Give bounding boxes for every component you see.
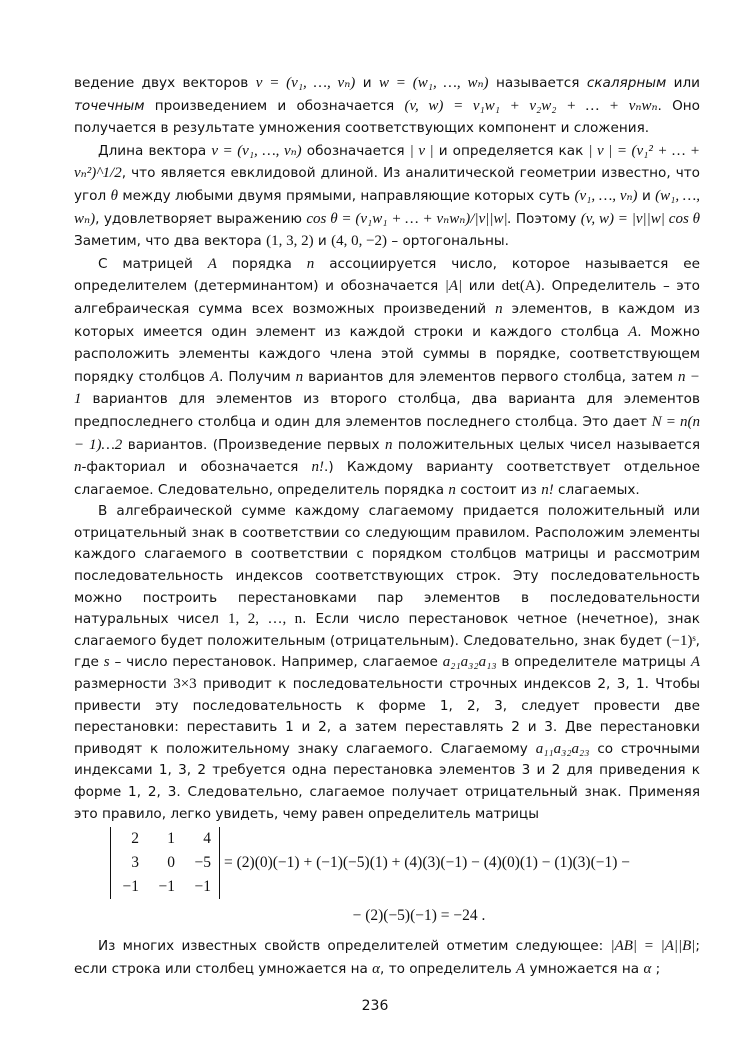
matrix-row — [111, 875, 219, 899]
matrix-cell: −1 — [122, 878, 139, 896]
determinant-equation — [110, 827, 700, 899]
text: Поэтому — [515, 210, 577, 227]
formula: (v, w) = v₁w₁ + v₂w₂ + … + vₙwₙ — [404, 97, 658, 114]
text: , где — [74, 632, 700, 671]
formula: A — [690, 654, 700, 671]
formula: α — [372, 960, 381, 977]
text: называется — [495, 75, 580, 91]
formula: | v | = (v₁² + … + vₙ²)^1/2 — [74, 142, 701, 182]
page-number: 236 — [361, 998, 389, 1014]
formula: α — [643, 960, 652, 977]
text: вариантов. (Произведение первых — [127, 436, 380, 453]
text: и — [362, 75, 372, 91]
text: со строчными индексами 1, 3, 2 требуется одна перестановка элементов 3 и 2 для приведения к форме 1, 2, 3. Следовательно, слагаемое получает отрицательный знак. Применяя это правило, легко увидеть, чему равен определитель матрицы — [74, 740, 701, 822]
formula: n! — [541, 481, 554, 498]
text: или — [673, 75, 700, 91]
formula: n — [295, 368, 304, 385]
matrix-cell: 3 — [131, 854, 139, 872]
matrix-row — [111, 851, 219, 875]
formula: v = (v₁, …, vₙ) — [255, 75, 356, 91]
text: . Можно расположить элементы каждого члена этой суммы в порядке, соответствующем порядку столбцов — [74, 323, 701, 385]
paragraph-vector-length — [74, 140, 700, 253]
formula: (v₁, …, vₙ) — [574, 187, 638, 204]
formula: n — [448, 481, 456, 498]
formula: n — [384, 436, 393, 453]
matrix-cell: −1 — [194, 878, 211, 896]
text: вариантов для элементов первого столбца, затем — [308, 368, 674, 385]
text: , то определитель — [380, 960, 512, 977]
text: . Если число перестановок четное (нечетное), знак слагаемого будет положительным (отрицательным). Следовательно, знак будет — [74, 611, 700, 649]
formula: |AB| = |A||B| — [610, 938, 696, 955]
paragraph-sign-rule — [74, 501, 700, 825]
text: произведением и обозначается — [154, 97, 395, 114]
matrix-row — [111, 827, 219, 851]
paragraph-determinant — [74, 253, 700, 502]
text: слагаемых. — [558, 481, 640, 498]
text: С матрицей — [98, 255, 193, 272]
matrix-cell: −1 — [158, 878, 175, 896]
formula: cos θ = (v₁w₁ + … + vₙwₙ)/|v||w|. — [306, 210, 512, 227]
text: ; — [655, 960, 661, 977]
formula: A — [209, 368, 220, 385]
formula: w = (w₁, …, wₙ) — [378, 75, 489, 91]
formula: (1, 3, 2) — [266, 233, 314, 250]
formula: v = (v₁, …, vₙ) — [211, 142, 302, 159]
text: и определяется как — [438, 142, 584, 159]
formula: 1, 2, …, n — [228, 611, 303, 628]
text: . Получим — [219, 368, 291, 385]
text: ассоциируется число, которое называется ее определителем (детерминантом) и обозначается — [74, 255, 700, 295]
formula: s — [103, 654, 110, 671]
formula: θ — [110, 187, 118, 204]
formula: det(A) — [501, 278, 541, 295]
page-body — [74, 72, 700, 980]
text: положительных целых чисел называется — [397, 436, 700, 453]
text: – ортогональны. — [391, 233, 509, 250]
text: В алгебраической сумме каждому слагаемому придается положительный или отрицательный знак в соответствии со следующим правилом. Расположим элементы каждого слагаемого в соответствии с порядком столбцов матрицы и рассмотрим последовательность индексов соответствующих строк. Эту последовательность можно построить перестановками пар элементов в последовательности натуральных чисел — [74, 503, 700, 628]
formula: A — [207, 255, 217, 272]
paragraph-dot-product — [74, 72, 700, 140]
emphasis: точечным — [74, 97, 145, 114]
text: и — [317, 233, 327, 250]
formula: a₁₁a₃₂a₂₃ — [535, 740, 590, 757]
formula: n — [74, 459, 82, 476]
text: , удовлетворяет выражению — [95, 210, 302, 227]
formula: A — [628, 323, 638, 340]
text: вариантов для элементов из второго столбца, два варианта для элементов предпоследнего столбца и один для элементов последнего столбца. Это дает — [74, 391, 700, 430]
text: .) Каждому варианту соответствует отдельное слагаемое. Следовательно, определитель порядка — [74, 459, 700, 498]
text: размерности — [74, 676, 167, 693]
text: в определителе матрицы — [501, 654, 686, 671]
formula: (v, w) = |v||w| cos θ — [580, 210, 701, 227]
text: ведение двух векторов — [74, 75, 249, 91]
formula: 3×3 — [173, 676, 197, 693]
determinant-matrix — [110, 827, 220, 899]
text: элементов, в каждом из которых имеется один элемент из каждой строки и каждого столбца — [74, 300, 701, 340]
text: . Определитель – это алгебраическая сумма всех возможных произведений — [74, 278, 700, 317]
paragraph-properties — [74, 935, 700, 980]
formula: n − 1 — [74, 368, 700, 408]
formula: (4, 0, −2) — [331, 233, 388, 250]
formula: | v | — [409, 142, 434, 159]
text: Из многих известных свойств определителей отметим следующее: — [98, 938, 604, 955]
matrix-cell: 4 — [203, 830, 211, 848]
text: или — [468, 278, 496, 295]
determinant-expansion: = (2)(0)(−1) + (−1)(−5)(1) + (4)(3)(−1) − (4)(0)(1) − (1)(3)(−1) − — [224, 854, 631, 872]
formula: n — [495, 300, 503, 317]
text: ; если строка или столбец умножается на — [74, 938, 701, 977]
text: и — [641, 187, 651, 204]
text: , что является евклидовой длиной. Из аналитической геометрии известно, что угол — [74, 165, 700, 204]
text: приводит к последовательности строчных индексов 2, 3, 1. Чтобы привести эту последовательность к форме 1, 2, 3, следует провести две перестановки: переставить 1 и 2, а затем переставлять 2 и 3. Две перестановки приводят к положительному знаку слагаемого. Слагаемому — [74, 676, 700, 757]
text: Заметим, что два вектора — [74, 233, 262, 250]
formula: a₂₁a₃₂a₁₃ — [442, 654, 497, 671]
formula: |A| — [444, 278, 463, 295]
determinant-result: − (2)(−5)(−1) = −24 . — [352, 907, 486, 925]
formula: N = n(n − 1)…2 — [74, 413, 701, 453]
text: порядка — [231, 255, 292, 272]
formula: A — [516, 960, 526, 977]
formula: (−1)ˢ — [666, 632, 696, 649]
formula: n — [306, 255, 315, 272]
formula: (w₁, …, wₙ) — [74, 187, 701, 227]
text: состоит из — [460, 481, 537, 498]
text: – число перестановок. Например, слагаемое — [114, 654, 438, 671]
text: . Оно получается в результате умножения соответствующих компонент и сложения. — [74, 97, 700, 137]
matrix-cell: 0 — [167, 854, 175, 872]
text: -факториал и обозначается — [81, 459, 299, 476]
matrix-cell: 2 — [131, 830, 139, 848]
text: между любыми двумя прямыми, направляющие которых суть — [122, 187, 571, 204]
formula: n! — [311, 459, 324, 476]
emphasis: скалярным — [586, 75, 667, 91]
matrix-cell: −5 — [194, 854, 211, 872]
text: обозначается — [306, 142, 405, 159]
text: умножается на — [529, 960, 640, 977]
text: Длина вектора — [98, 142, 207, 159]
matrix-cell: 1 — [167, 830, 175, 848]
